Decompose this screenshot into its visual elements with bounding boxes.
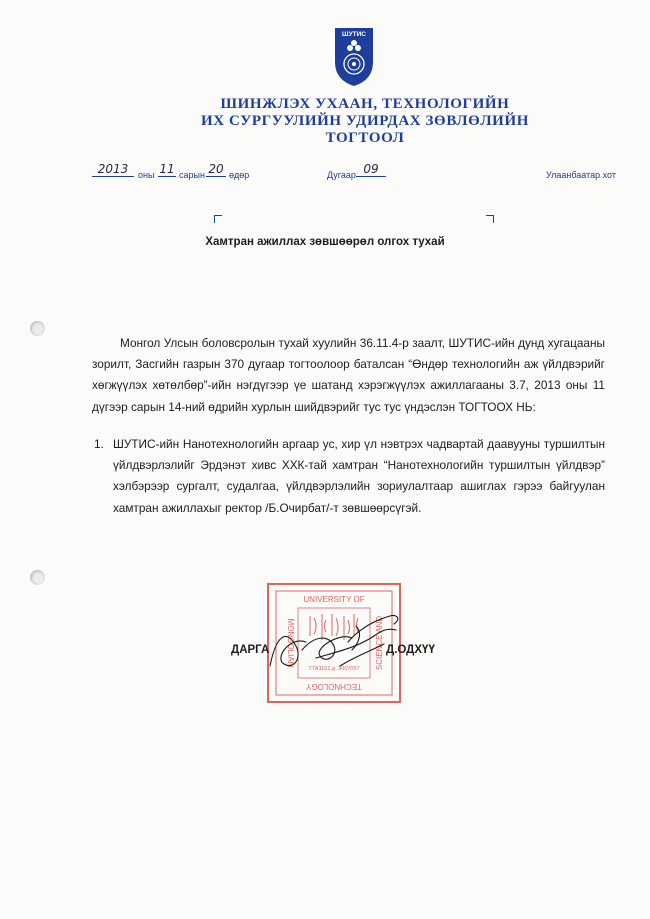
stamp-text-left: MONGOLIAN (286, 618, 295, 668)
corner-mark-right (486, 215, 494, 223)
punch-hole-bottom (30, 570, 45, 585)
month-value: 11 (159, 162, 175, 176)
day-value: 20 (206, 162, 226, 177)
month-suffix: сарын (179, 170, 205, 180)
university-logo (333, 26, 375, 88)
preamble-paragraph: Монгол Улсын боловсролын тухай хуулийн 36.11.4-р заалт, ШУТИС-ийн дунд хугацааны зорилт, Засгийн газрын 370 дугаар тогтоолоор баталсан “Өндөр технологийн аж үйлдвэрийг хөгжүүлэх хөтөлбөр”-ийн нэгдүгээр үе шатанд хэрэгжүүлэх ажиллагааны 3.7, 2013 оны 11 дүгээр сарын 14-ний өдрийн хурлын шийдвэрийг тус тус үндэслэн ТОГТООХ НЬ: (92, 336, 605, 414)
year-value: 2013 (92, 162, 134, 177)
number-label: Дугаар (327, 170, 356, 180)
stamp-text-top: UNIVERSITY OF (303, 595, 365, 604)
date-month (158, 160, 176, 178)
svg-text:ШУТИС: ШУТИС (342, 31, 366, 38)
corner-mark-left (214, 215, 222, 223)
day-suffix: өдөр (229, 170, 250, 180)
punch-hole-top (30, 321, 45, 336)
resolution-item: ШУТИС-ийн Нанотехнологийн аргаар ус, хир үл нэвтрэх чадвартай даавууны туршилтын үйлдвэрлэлийг Эрдэнэт хивс ХХК-тай хамтран “Нанотехнологийн туршилтын үйлдвэр” хэлбэрээр сургалт, судалгаа, үйлдвэрлэлийн зориулалтаар ашиглах гэрээ байгуулан хамтран ажиллахыг ректор /Б.Очирбат/-т зөвшөөрсүгэй. (113, 437, 605, 515)
header-title: ТОГТООЛ (325, 130, 405, 146)
header-line-1: ШИНЖЛЭХ УХААН, ТЕХНОЛОГИЙН (220, 96, 510, 112)
handwritten-signature (256, 606, 406, 678)
date-day (206, 160, 226, 178)
signatory-title: ДАРГА (231, 644, 270, 656)
date-year (92, 160, 134, 178)
item-number: 1. (94, 437, 104, 451)
stamp-text-right: SCIENCE AND (375, 615, 384, 671)
header-line-2: ИХ СУРГУУЛИЙН УДИРДАХ ЗӨВЛӨЛИЙН (201, 113, 529, 129)
document-number (356, 160, 386, 178)
document-title: Хамтран ажиллах зөвшөөрөл олгох тухай (205, 236, 445, 248)
signatory-name: Д.ОДХҮҮ (386, 644, 435, 656)
stamp-register: ТТА1161 д. 9007057 (308, 666, 360, 672)
number-value: 09 (356, 162, 386, 177)
city: Улаанбаатар хот (546, 170, 616, 180)
year-suffix: оны (138, 170, 155, 180)
stamp-text-bottom: TECHNOLOGY (305, 682, 363, 691)
